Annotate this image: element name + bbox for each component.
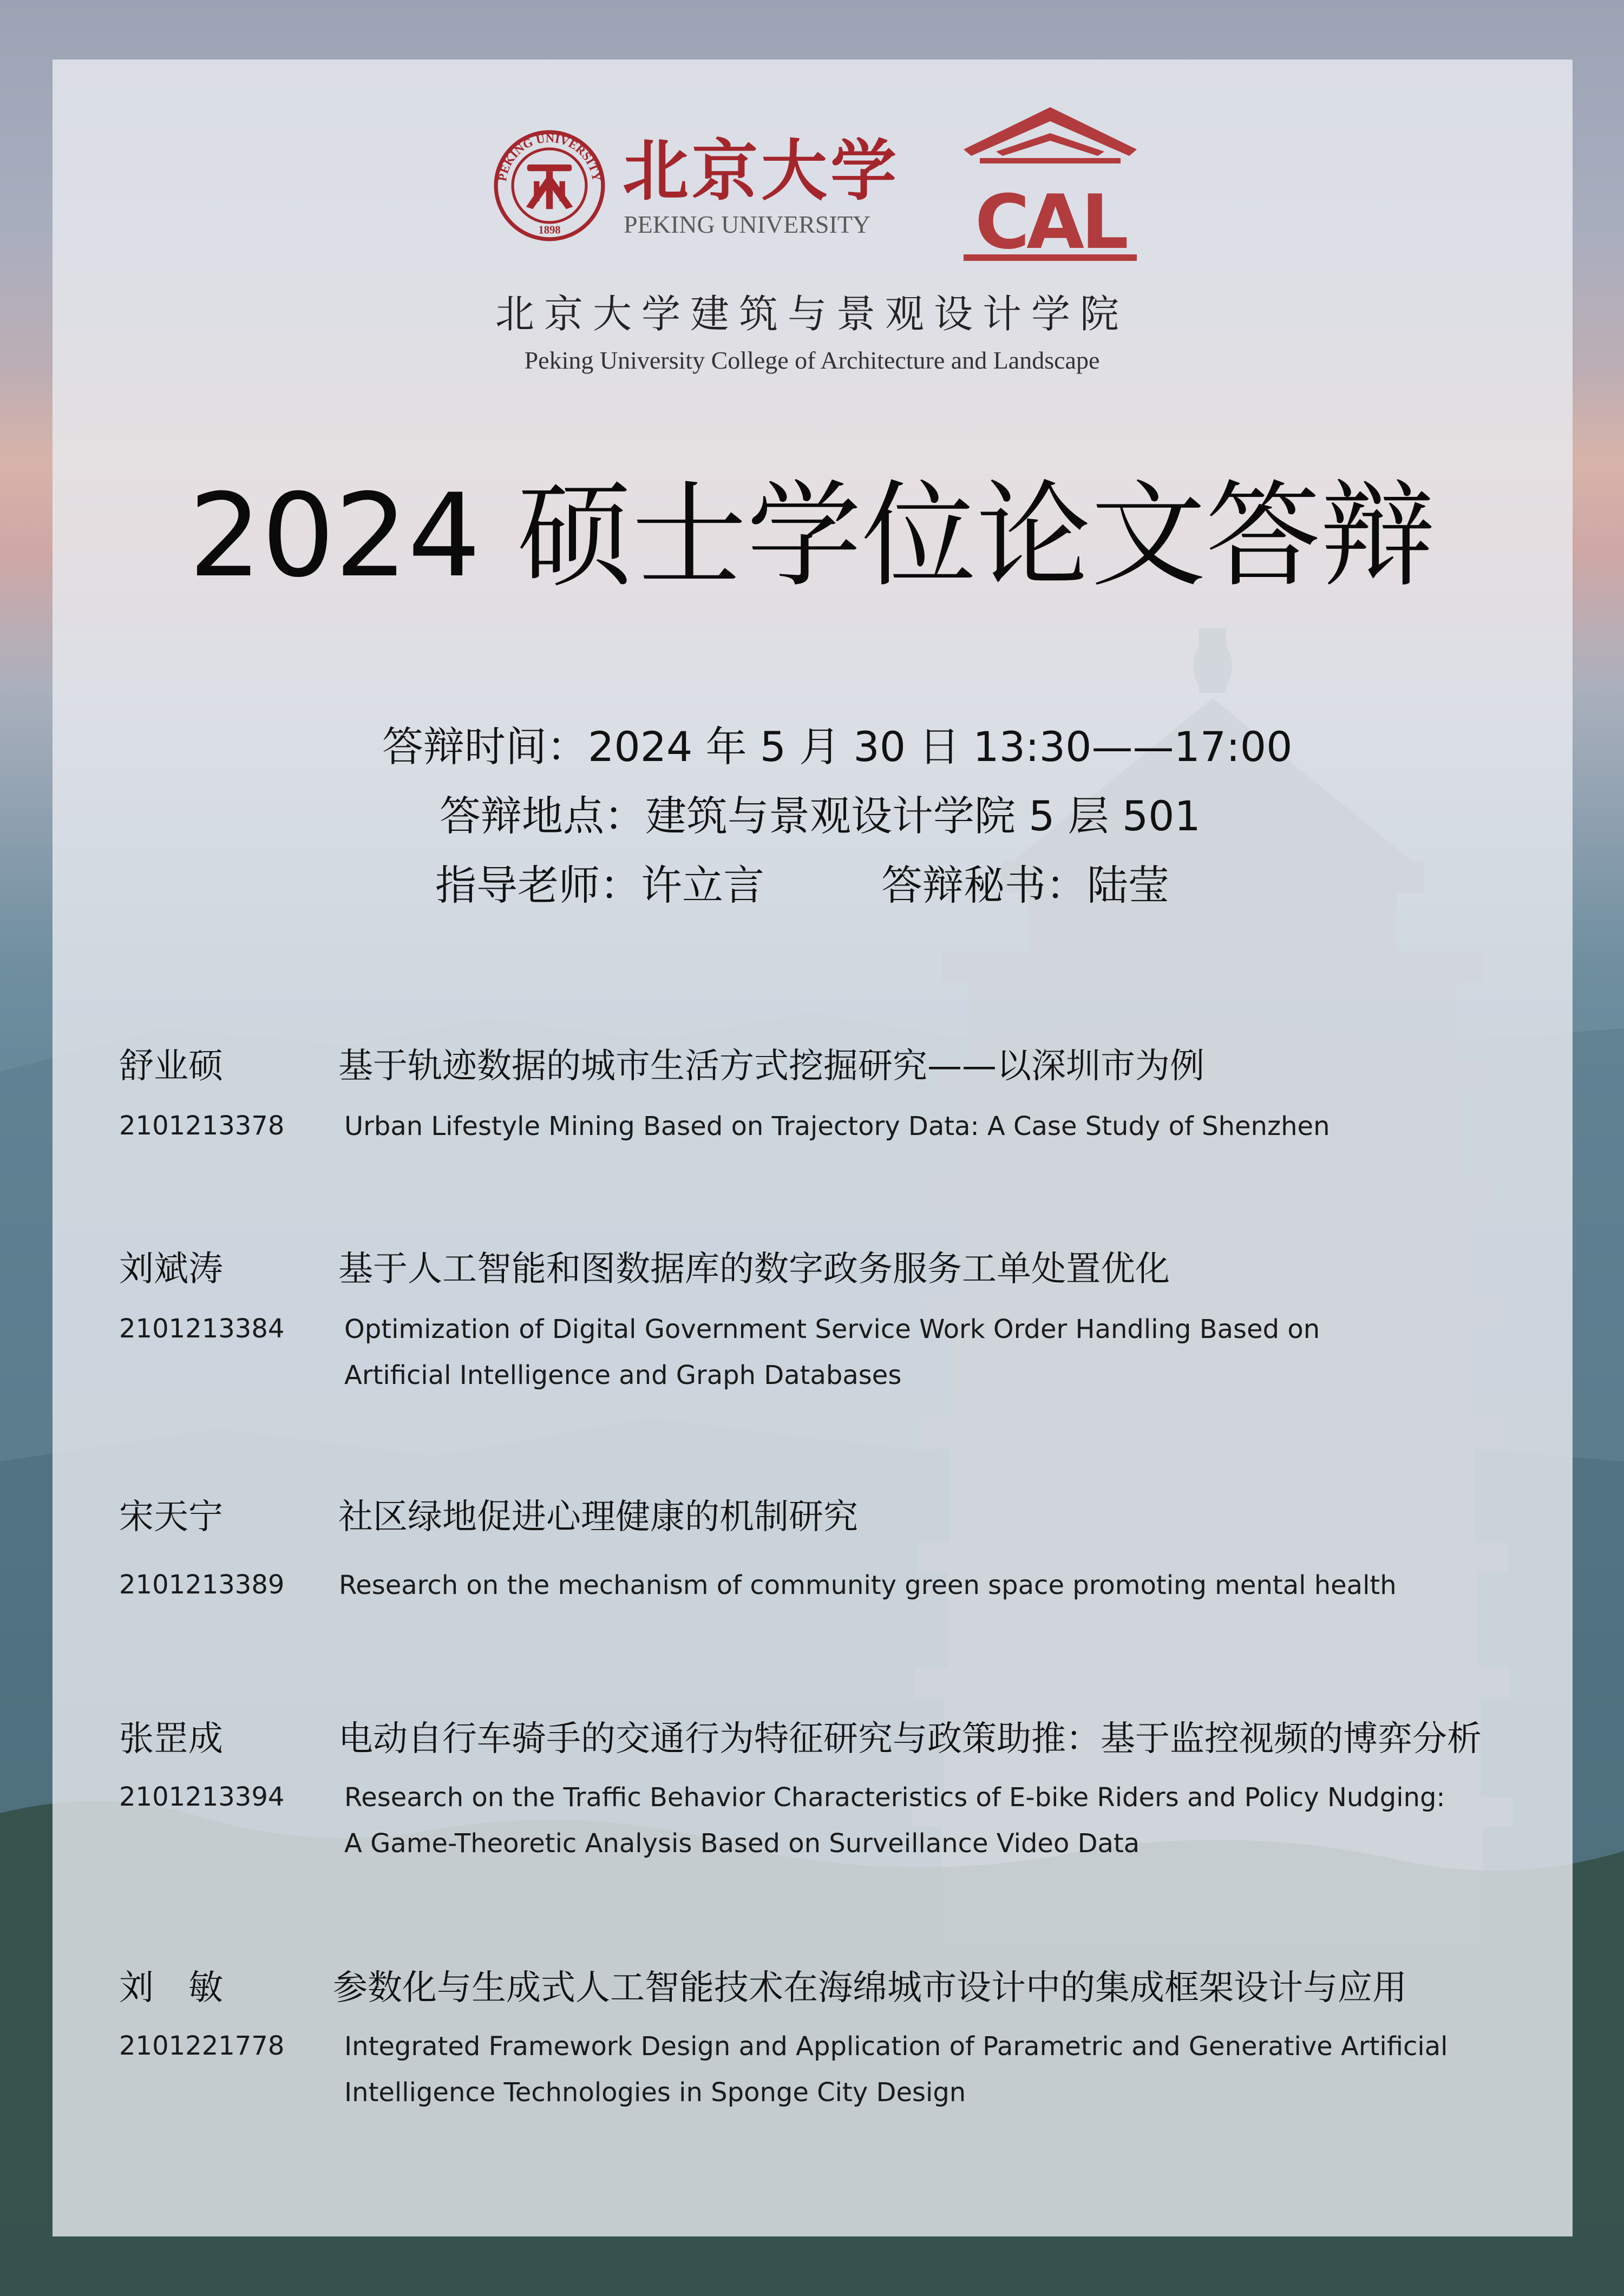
student-id: 2101213389 [119, 1570, 285, 1600]
thesis-title-en-line2: Artificial Intelligence and Graph Databases [344, 1360, 902, 1390]
thesis-title-cn: 电动自行车骑手的交通行为特征研究与政策助推：基于监控视频的博弈分析 [338, 1719, 1482, 1759]
thesis-title-cn: 参数化与生成式人工智能技术在海绵城市设计中的集成框架设计与应用 [333, 1968, 1407, 2008]
thesis-title-en: Research on the mechanism of community green space promoting mental health [339, 1570, 1397, 1600]
advisor: 指导老师：许立言 [435, 861, 764, 909]
pku-name-en: PEKING UNIVERSITY [624, 211, 871, 238]
cal-text: CAL [974, 179, 1126, 264]
student-name: 刘 敏 [119, 1968, 223, 2008]
thesis-title-cn: 基于轨迹数据的城市生活方式挖掘研究——以深圳市为例 [338, 1046, 1204, 1086]
defense-location: 答辩地点：建筑与景观设计学院 5 层 501 [440, 792, 1201, 840]
college-name-en: Peking University College of Architecture and Landscape [524, 346, 1100, 374]
pku-name-cn: 北京大学 [623, 132, 900, 209]
cal-pavilion-logo [958, 106, 1142, 264]
thesis-title-en: Research on the Traffic Behavior Characteristics of E-bike Riders and Policy Nudging: [344, 1782, 1445, 1813]
seal-emblem [526, 165, 573, 209]
student-name: 刘斌涛 [119, 1249, 223, 1289]
student-name: 张罡成 [119, 1719, 223, 1759]
student-id: 2101213394 [119, 1782, 285, 1812]
defense-time: 答辩时间：2024 年 5 月 30 日 13:30——17:00 [382, 723, 1293, 771]
secretary: 答辩秘书：陆莹 [881, 861, 1169, 909]
seal-text: PEKING UNIVERSITY [495, 131, 604, 182]
thesis-title-en: Optimization of Digital Government Service Work Order Handling Based on [344, 1314, 1320, 1344]
student-id: 2101213384 [119, 1314, 285, 1344]
college-name-cn: 北京大学建筑与景观设计学院 [495, 291, 1129, 337]
seal-year: 1898 [538, 224, 561, 237]
page-title: 2024 硕士学位论文答辩 [188, 469, 1436, 602]
thesis-title-cn: 社区绿地促进心理健康的机制研究 [338, 1497, 858, 1537]
student-name: 舒业硕 [119, 1046, 223, 1086]
thesis-title-en: Urban Lifestyle Mining Based on Trajectory Data: A Case Study of Shenzhen [344, 1111, 1330, 1142]
thesis-title-en: Integrated Framework Design and Application of Parametric and Generative Artificial [344, 2031, 1448, 2062]
thesis-title-en-line2: A Game-Theoretic Analysis Based on Surveillance Video Data [344, 1828, 1140, 1859]
thesis-title-en-line2: Intelligence Technologies in Sponge City Design [344, 2077, 966, 2108]
thesis-title-cn: 基于人工智能和图数据库的数字政务服务工单处置优化 [338, 1249, 1170, 1289]
student-id: 2101221778 [119, 2031, 285, 2061]
pku-seal-logo [494, 130, 605, 241]
student-name: 宋天宁 [119, 1497, 223, 1537]
student-id: 2101213378 [119, 1111, 285, 1141]
